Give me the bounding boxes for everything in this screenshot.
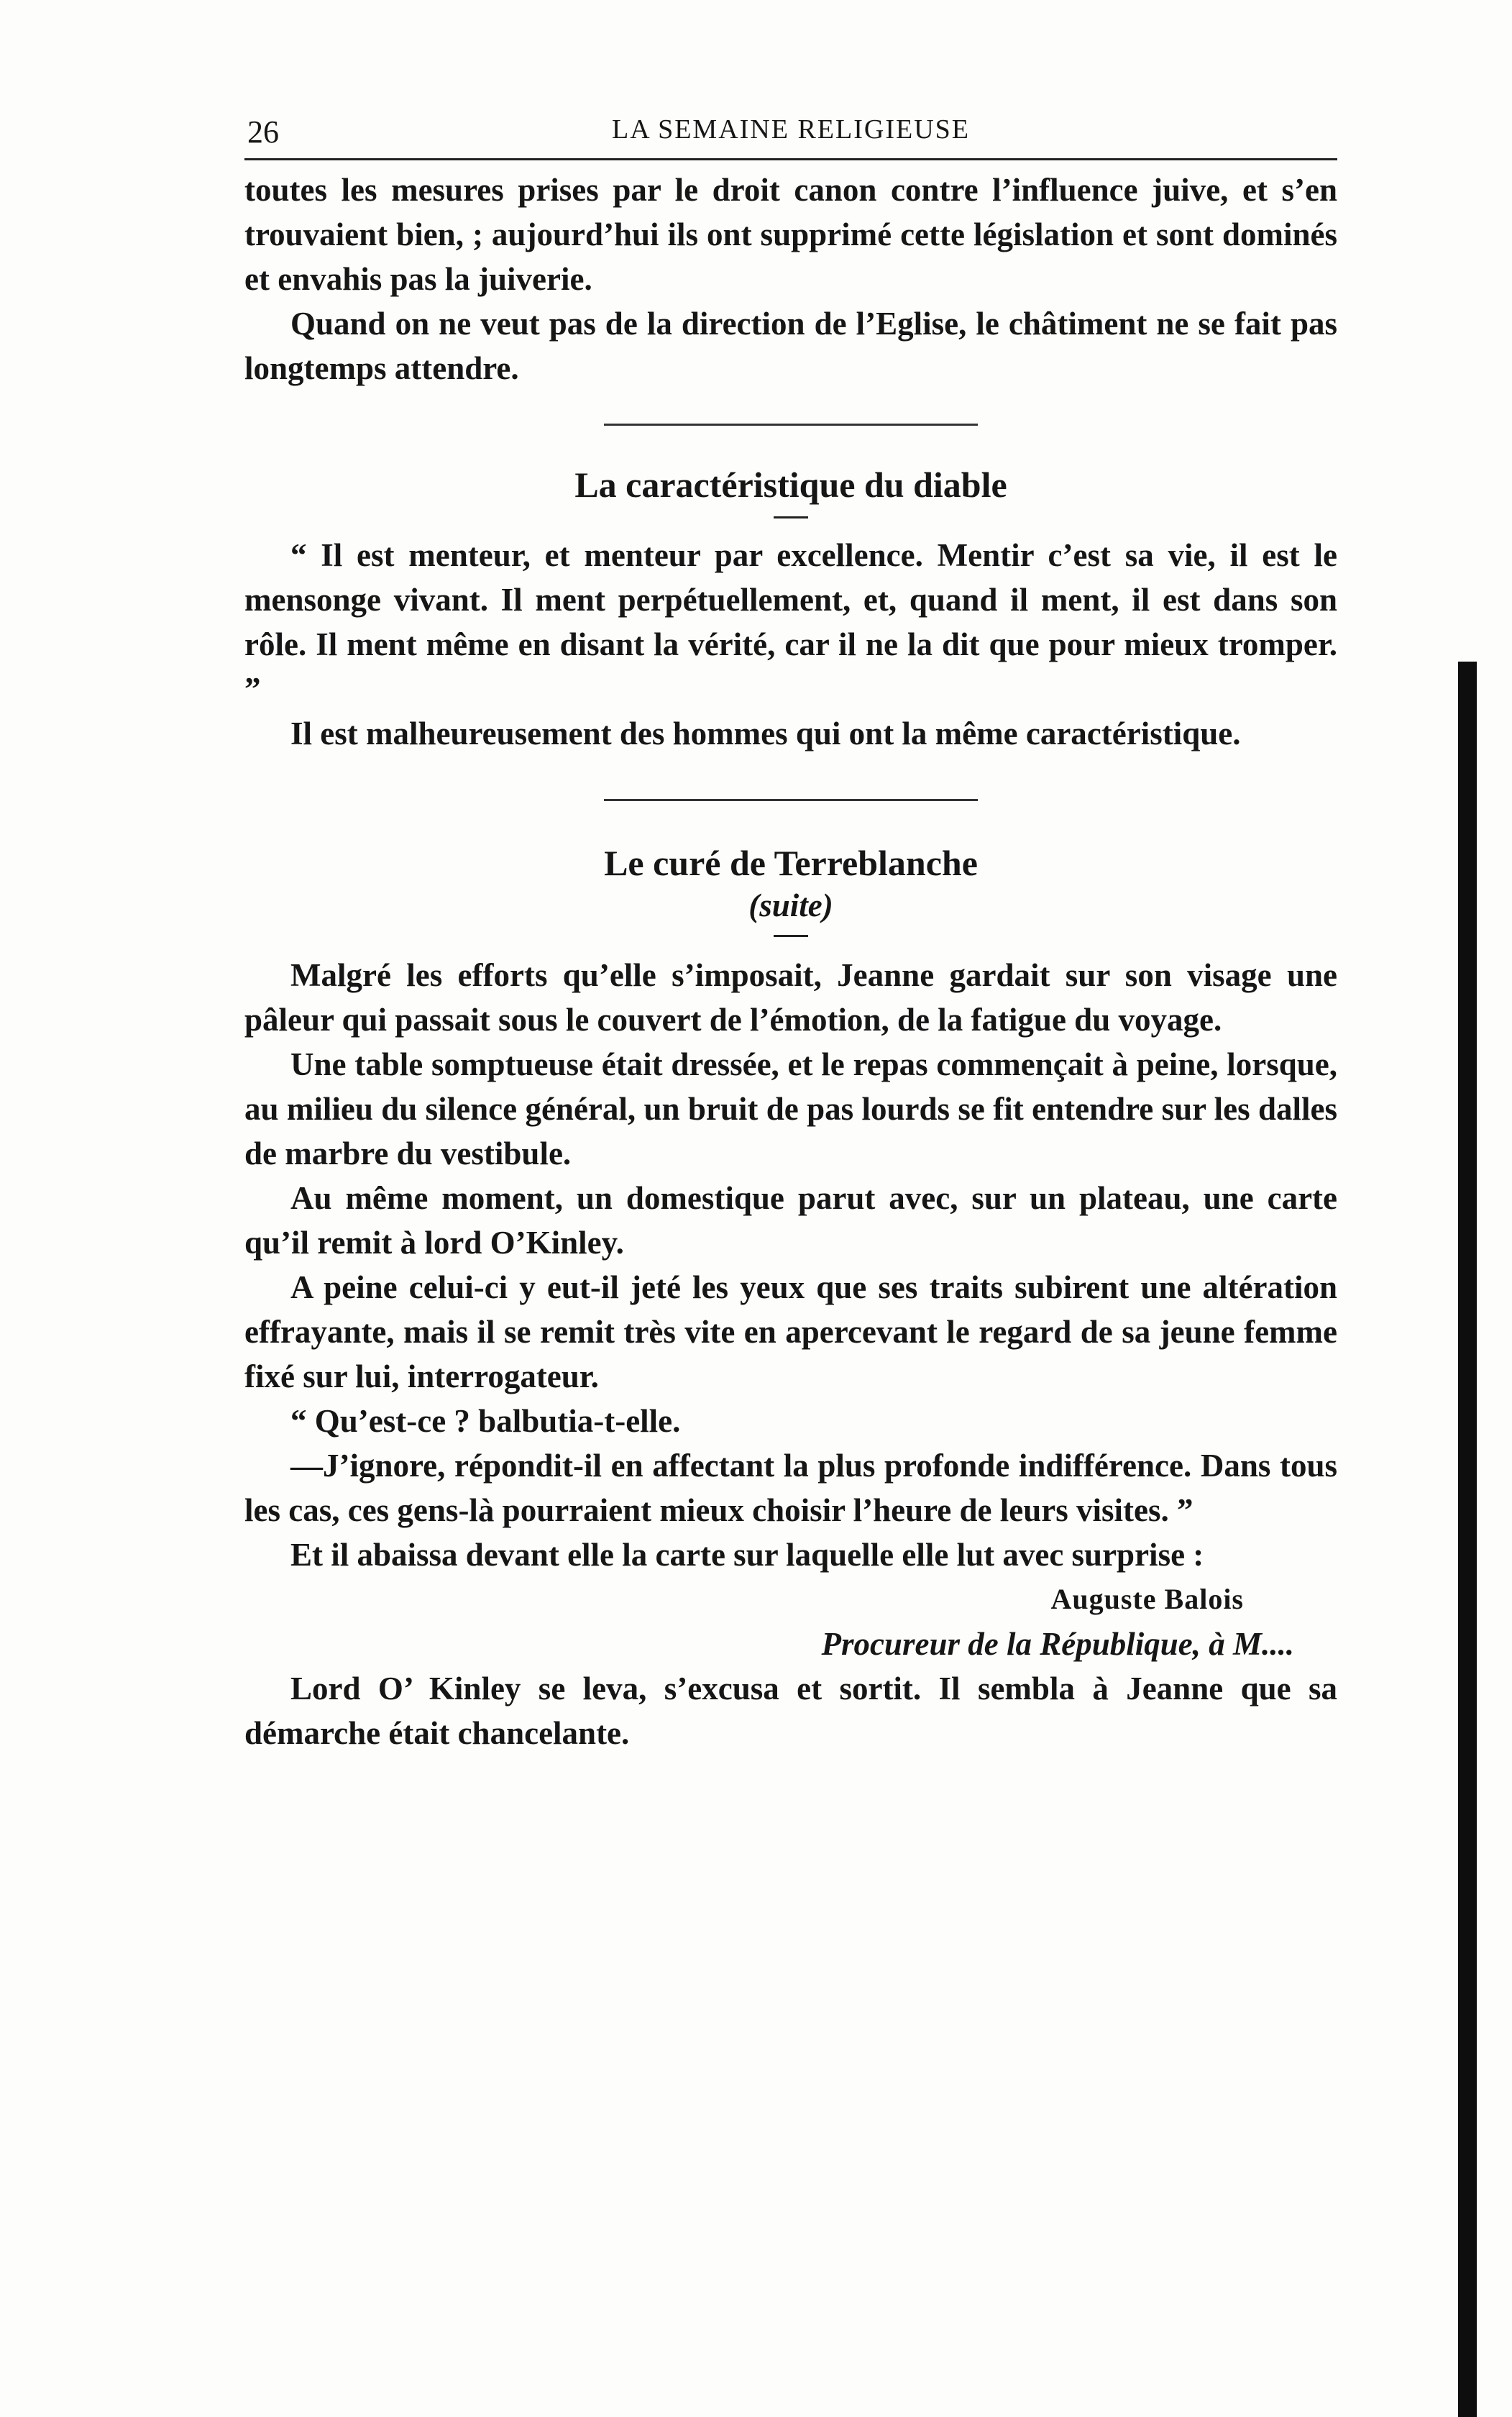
running-header: [244, 108, 1337, 154]
section-title-cure: Le curé de Terreblanche: [604, 843, 978, 883]
diable-paragraph-2: Il est malheureusement des hommes qui ont la même caractéristique.: [290, 716, 1241, 751]
cure-paragraph-7: Et il abaissa devant elle la carte sur laquelle elle lut avec surprise :: [290, 1537, 1204, 1573]
title-dash: [774, 516, 808, 518]
signature-name: Auguste Balois: [1050, 1583, 1244, 1615]
section-subtitle: (suite): [748, 887, 833, 923]
cure-paragraph-5: “ Qu’est-ce ? balbutia-t-elle.: [290, 1403, 681, 1439]
signature-role: Procureur de la République, à M....: [821, 1626, 1294, 1662]
section-title-diable: La caractéristique du diable: [574, 465, 1007, 505]
page: [244, 108, 1337, 1755]
section-separator: [604, 424, 978, 426]
cure-paragraph-2: Une table somptueuse était dressée, et le repas commençait à peine, lorsque, au milieu du silence général, un bruit de pas lourds se fit entendre sur les dalles de marbre du vestibule.: [244, 1046, 1337, 1171]
running-title: LA SEMAINE RELIGIEUSE: [612, 114, 970, 145]
cure-closing-paragraph: Lord O’ Kinley se leva, s’excusa et sortit. Il sembla à Jeanne que sa démarche était chancelante.: [244, 1671, 1337, 1751]
title-dash: [774, 935, 808, 937]
intro-paragraph-2: Quand on ne veut pas de la direction de l’Eglise, le châtiment ne se fait pas longtemps attendre.: [244, 306, 1337, 386]
cure-paragraph-1: Malgré les efforts qu’elle s’imposait, Jeanne gardait sur son visage une pâleur qui passait sous le couvert de l’émotion, de la fatigue du voyage.: [244, 957, 1337, 1038]
diable-paragraph-1: “ Il est menteur, et menteur par excellence. Mentir c’est sa vie, il est le mensonge vivant. Il ment perpétuellement, et, quand il ment, il est dans son rôle. Il ment même en disant la vérité, car il ne la dit que pour mieux tromper. ”: [244, 537, 1337, 707]
section-separator: [604, 799, 978, 801]
cure-paragraph-3: Au même moment, un domestique parut avec, sur un plateau, une carte qu’il remit à lord O’Kinley.: [244, 1180, 1337, 1261]
header-rule: [244, 158, 1337, 160]
page-number: 26: [247, 114, 279, 150]
page-edge-shadow: [1458, 662, 1477, 2417]
cure-paragraph-6: —J’ignore, répondit-il en affectant la plus profonde indifférence. Dans tous les cas, ces gens-là pourraient mieux choisir l’heure de leurs visites. ”: [244, 1448, 1337, 1528]
intro-paragraph-1: toutes les mesures prises par le droit canon contre l’influence juive, et s’en trouvaient bien, ; aujourd’hui ils ont supprimé cette législation et sont dominés et envahis pas la juiverie.: [244, 172, 1337, 297]
cure-paragraph-4: A peine celui-ci y eut-il jeté les yeux que ses traits subirent une altération effrayante, mais il se remit très vite en apercevant le regard de sa jeune femme fixé sur lui, interrogateur.: [244, 1269, 1337, 1394]
